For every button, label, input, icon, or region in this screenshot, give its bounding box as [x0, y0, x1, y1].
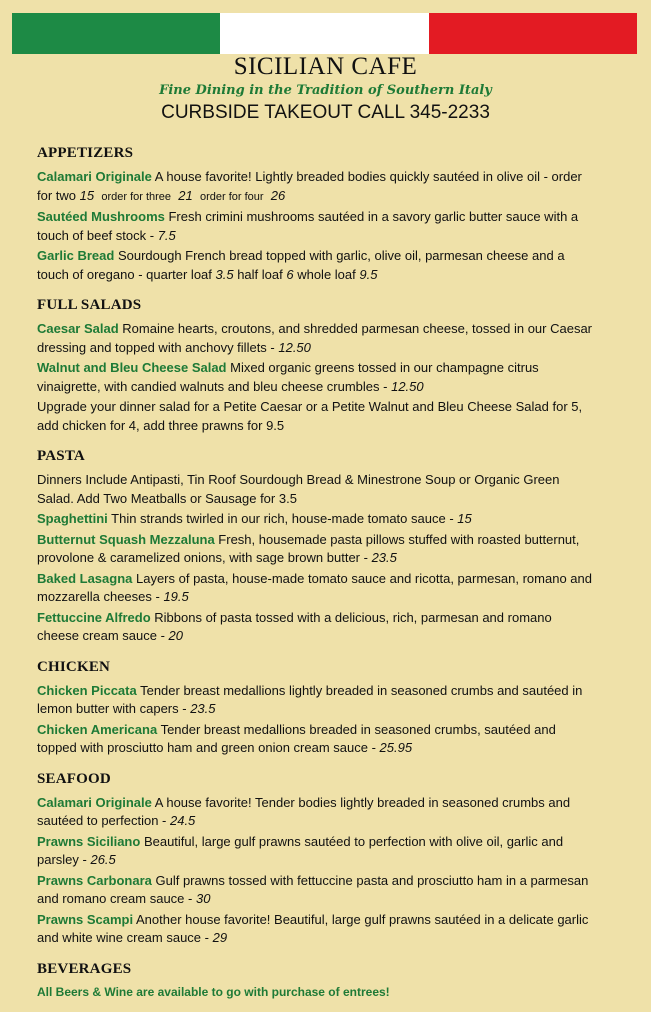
menu-item — [37, 531, 597, 568]
section-title: PASTA — [37, 448, 85, 464]
item-price: 30 — [195, 891, 211, 906]
menu-item — [37, 609, 597, 646]
item-name: Baked Lasagna — [37, 570, 133, 586]
item-name: Garlic Bread — [37, 248, 115, 263]
section-title: APPETIZERS — [37, 145, 134, 161]
cafe-name: SICILIAN CAFE — [233, 53, 418, 80]
item-name: Prawns Siciliano — [37, 833, 141, 849]
flag-white-stripe — [220, 13, 428, 54]
italian-flag-banner — [12, 13, 637, 54]
takeout-phone: CURBSIDE TAKEOUT CALL 345-2233 — [161, 102, 490, 123]
menu-item — [37, 208, 597, 245]
item-price: 29 — [212, 930, 228, 945]
item-description: Tender breast medallions breaded in seasoned crumbs, sautéed and topped with prosciutto ham and green onion cream sauce - — [37, 721, 556, 755]
flag-red-stripe — [429, 13, 637, 54]
item-name: Walnut and Bleu Cheese Salad — [37, 360, 227, 375]
item-price: 15 — [79, 187, 95, 203]
section-pasta — [37, 447, 597, 646]
item-name: Caesar Salad — [37, 321, 119, 336]
item-name: Calamari Originale — [37, 169, 152, 184]
item-price: 26.5 — [90, 852, 116, 867]
item-name: Prawns Carbonara — [37, 872, 152, 888]
beverages-note: All Beers & Wine are available to go with purchase of entrees! — [37, 984, 390, 999]
item-price: 23.5 — [190, 701, 216, 716]
item-name: Butternut Squash Mezzaluna — [37, 531, 215, 547]
menu-item — [37, 247, 597, 284]
menu-content — [37, 144, 597, 1012]
item-description: Another house favorite! Beautiful, large gulf prawns sautéed in a delicate garlic and white wine cream sauce - — [37, 911, 589, 945]
section-title: FULL SALADS — [37, 297, 142, 313]
item-price: 25.95 — [379, 740, 413, 755]
item-name: Spaghettini — [37, 511, 108, 526]
section-chicken — [37, 658, 597, 758]
item-price: 12.50 — [391, 378, 424, 394]
section-title: SEAFOOD — [37, 770, 111, 787]
item-name: Calamari Originale — [37, 794, 152, 810]
menu-item — [37, 872, 597, 909]
item-price: 23.5 — [371, 550, 397, 565]
menu-header — [0, 52, 651, 126]
item-price: 26 — [270, 187, 286, 203]
item-price: 3.5 — [215, 266, 234, 282]
item-price: 19.5 — [163, 589, 189, 604]
menu-item — [37, 359, 597, 396]
item-description: Ribbons of pasta tossed with a delicious, rich, parmesan and romano cheese cream sauce - — [37, 609, 552, 643]
item-name: Prawns Scampi — [37, 911, 134, 927]
item-description: Sourdough French bread topped with garlic, olive oil, parmesan cheese and a touch of oregano - quarter loaf — [37, 248, 565, 282]
item-price: 20 — [168, 628, 183, 643]
item-name: Chicken Piccata — [37, 682, 137, 698]
item-price: 24.5 — [169, 813, 196, 828]
section-title: CHICKEN — [37, 658, 111, 675]
item-description: Gulf prawns tossed with fettuccine pasta and prosciutto ham in a parmesan and romano cream sauce - — [37, 872, 589, 906]
menu-item — [37, 168, 597, 206]
section-beverages — [37, 960, 597, 1000]
pasta-dinner-note: Dinners Include Antipasti, Tin Roof Sourdough Bread & Minestrone Soup or Organic Green Salad. Add Two Meatballs or Sausage for 3.5 — [37, 472, 560, 506]
item-description: Fresh crimini mushrooms sautéed in a savory garlic butter sauce with a touch of beef stock - — [37, 209, 579, 243]
item-description: Layers of pasta, house-made tomato sauce and ricotta, parmesan, romano and mozzarella cheeses - — [37, 570, 592, 604]
item-price: 7.5 — [157, 227, 176, 243]
price-option-label: whole loaf — [293, 266, 360, 282]
item-name: Sautéed Mushrooms — [37, 209, 165, 224]
item-name: Fettuccine Alfredo — [37, 609, 151, 625]
flag-green-stripe — [12, 13, 220, 54]
item-price: 12.50 — [278, 339, 311, 355]
salad-upgrade-note: Upgrade your dinner salad for a Petite Caesar or a Petite Walnut and Bleu Cheese Salad for 5, add chicken for 4, add three prawns for 9.5 — [37, 399, 583, 433]
item-price: 21 — [178, 187, 193, 203]
menu-item — [37, 721, 597, 758]
menu-item — [37, 570, 597, 607]
item-description: Tender breast medallions lightly breaded in seasoned crumbs and sautéed in lemon butter with capers - — [37, 682, 583, 716]
item-price: 15 — [457, 511, 472, 526]
item-description: A house favorite! Tender bodies lightly breaded in seasoned crumbs and sautéed to perfection - — [37, 794, 571, 828]
section-seafood — [37, 770, 597, 948]
menu-item — [37, 794, 597, 831]
price-option-label: half loaf — [233, 266, 287, 282]
item-description: Mixed organic greens tossed in our champagne citrus vinaigrette, with candied walnuts and bleu cheese crumbles - — [37, 360, 539, 394]
section-salads — [37, 296, 597, 435]
menu-item — [37, 911, 597, 948]
item-name: Chicken Americana — [37, 721, 158, 737]
item-description: A house favorite! Lightly breaded bodies quickly sautéed in olive oil - order for two — [37, 169, 582, 203]
item-description: Beautiful, large gulf prawns sautéed to perfection with olive oil, garlic and parsley - — [37, 833, 564, 867]
menu-item — [37, 833, 597, 870]
price-option-label: order for four — [199, 190, 264, 203]
price-option-label: order for three — [101, 190, 172, 203]
tagline: Fine Dining in the Tradition of Southern Italy — [159, 83, 492, 98]
menu-item — [37, 682, 597, 719]
section-appetizers — [37, 144, 597, 284]
item-price: 9.5 — [359, 266, 378, 282]
item-description: Fresh, housemade pasta pillows stuffed with roasted butternut, provolone & caramelized onions, with sage brown butter - — [37, 531, 580, 565]
menu-item — [37, 510, 597, 529]
item-description: Thin strands twirled in our rich, house-made tomato sauce - — [107, 511, 458, 526]
item-description: Romaine hearts, croutons, and shredded parmesan cheese, tossed in our Caesar dressing and topped with anchovy fillets - — [37, 321, 592, 355]
item-price: 6 — [286, 266, 294, 282]
section-title: BEVERAGES — [37, 960, 132, 977]
menu-item — [37, 320, 597, 357]
